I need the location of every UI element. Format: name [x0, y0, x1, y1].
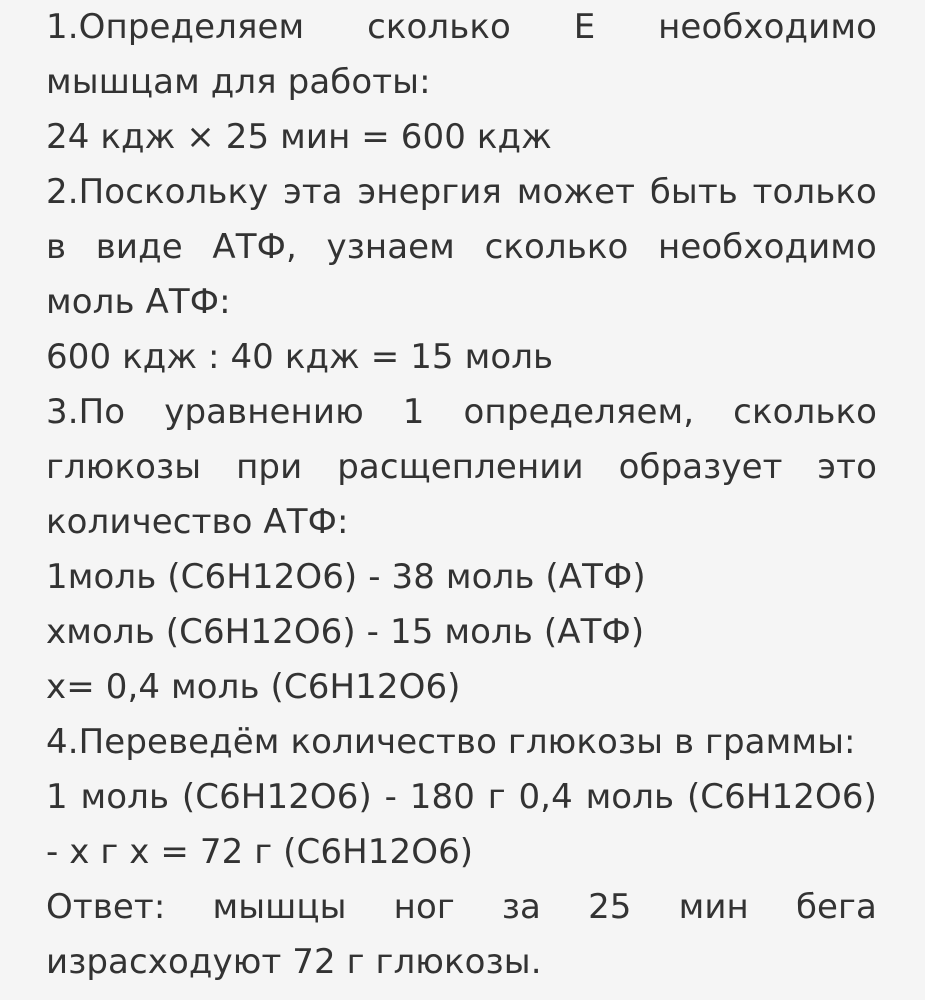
word: 0,4 [518, 777, 573, 817]
step1-calculation: 24 кдж × 25 мин = 600 кдж [46, 117, 552, 157]
step3-proportion-1: 1моль (С6Н12О6) - 38 моль (АТФ) [46, 557, 646, 597]
word: 1 [402, 392, 425, 432]
step2-title-line3: моль АТФ: [46, 282, 231, 322]
word: это [817, 447, 877, 487]
step1-title-line2: мышцам для работы: [46, 62, 431, 102]
word: 2.Поскольку [46, 172, 269, 212]
word: - [384, 777, 398, 817]
word: расщеплении [337, 447, 584, 487]
word: эта [283, 172, 343, 212]
word: необходимо [658, 227, 877, 267]
word: моль [585, 777, 675, 817]
word: глюкозы [46, 447, 202, 487]
word: моль [80, 777, 170, 817]
word: 180 [409, 777, 475, 817]
word: Ответ: [46, 887, 166, 927]
step1-title-line1 [46, 0, 877, 55]
answer-line2: израсходуют 72 г глюкозы. [46, 942, 542, 982]
word: сколько [484, 227, 629, 267]
step3-title-line1 [46, 385, 877, 440]
step3-title-line3: количество АТФ: [46, 502, 349, 542]
word: необходимо [658, 7, 877, 47]
word: АТФ, [212, 227, 297, 267]
word: (С6Н12О6) [686, 777, 877, 817]
solution-text [46, 0, 877, 990]
word: мышцы [212, 887, 347, 927]
step2-calculation: 600 кдж : 40 кдж = 15 моль [46, 337, 554, 377]
word: может [516, 172, 636, 212]
word: 1 [46, 777, 68, 817]
word: г [487, 777, 506, 817]
step3-title-line2 [46, 440, 877, 495]
word: 3.По [46, 392, 126, 432]
word: энергия [357, 172, 502, 212]
word: (С6Н12О6) [181, 777, 372, 817]
answer-line1 [46, 880, 877, 935]
word: бега [795, 887, 877, 927]
word: при [236, 447, 303, 487]
step3-proportion-2: хмоль (С6Н12О6) - 15 моль (АТФ) [46, 612, 645, 652]
step2-title-line1 [46, 165, 877, 220]
step2-title-line2 [46, 220, 877, 275]
word: Е [573, 7, 596, 47]
step4-calc-line1 [46, 770, 877, 825]
word: образует [618, 447, 783, 487]
word: определяем, [463, 392, 695, 432]
word: только [752, 172, 877, 212]
word: за [501, 887, 541, 927]
word: узнаем [326, 227, 455, 267]
word: в [46, 227, 67, 267]
word: ног [393, 887, 455, 927]
step3-result: х= 0,4 моль (С6Н12О6) [46, 667, 461, 707]
step4-calc-line2: - х г х = 72 г (С6Н12О6) [46, 832, 474, 872]
word: виде [95, 227, 183, 267]
word: 25 [588, 887, 632, 927]
word: мин [678, 887, 749, 927]
word: быть [649, 172, 738, 212]
word: сколько [733, 392, 877, 432]
word: 1.Определяем [46, 7, 305, 47]
word: уравнению [164, 392, 364, 432]
step4-title: 4.Переведём количество глюкозы в граммы: [46, 722, 856, 762]
word: сколько [367, 7, 511, 47]
